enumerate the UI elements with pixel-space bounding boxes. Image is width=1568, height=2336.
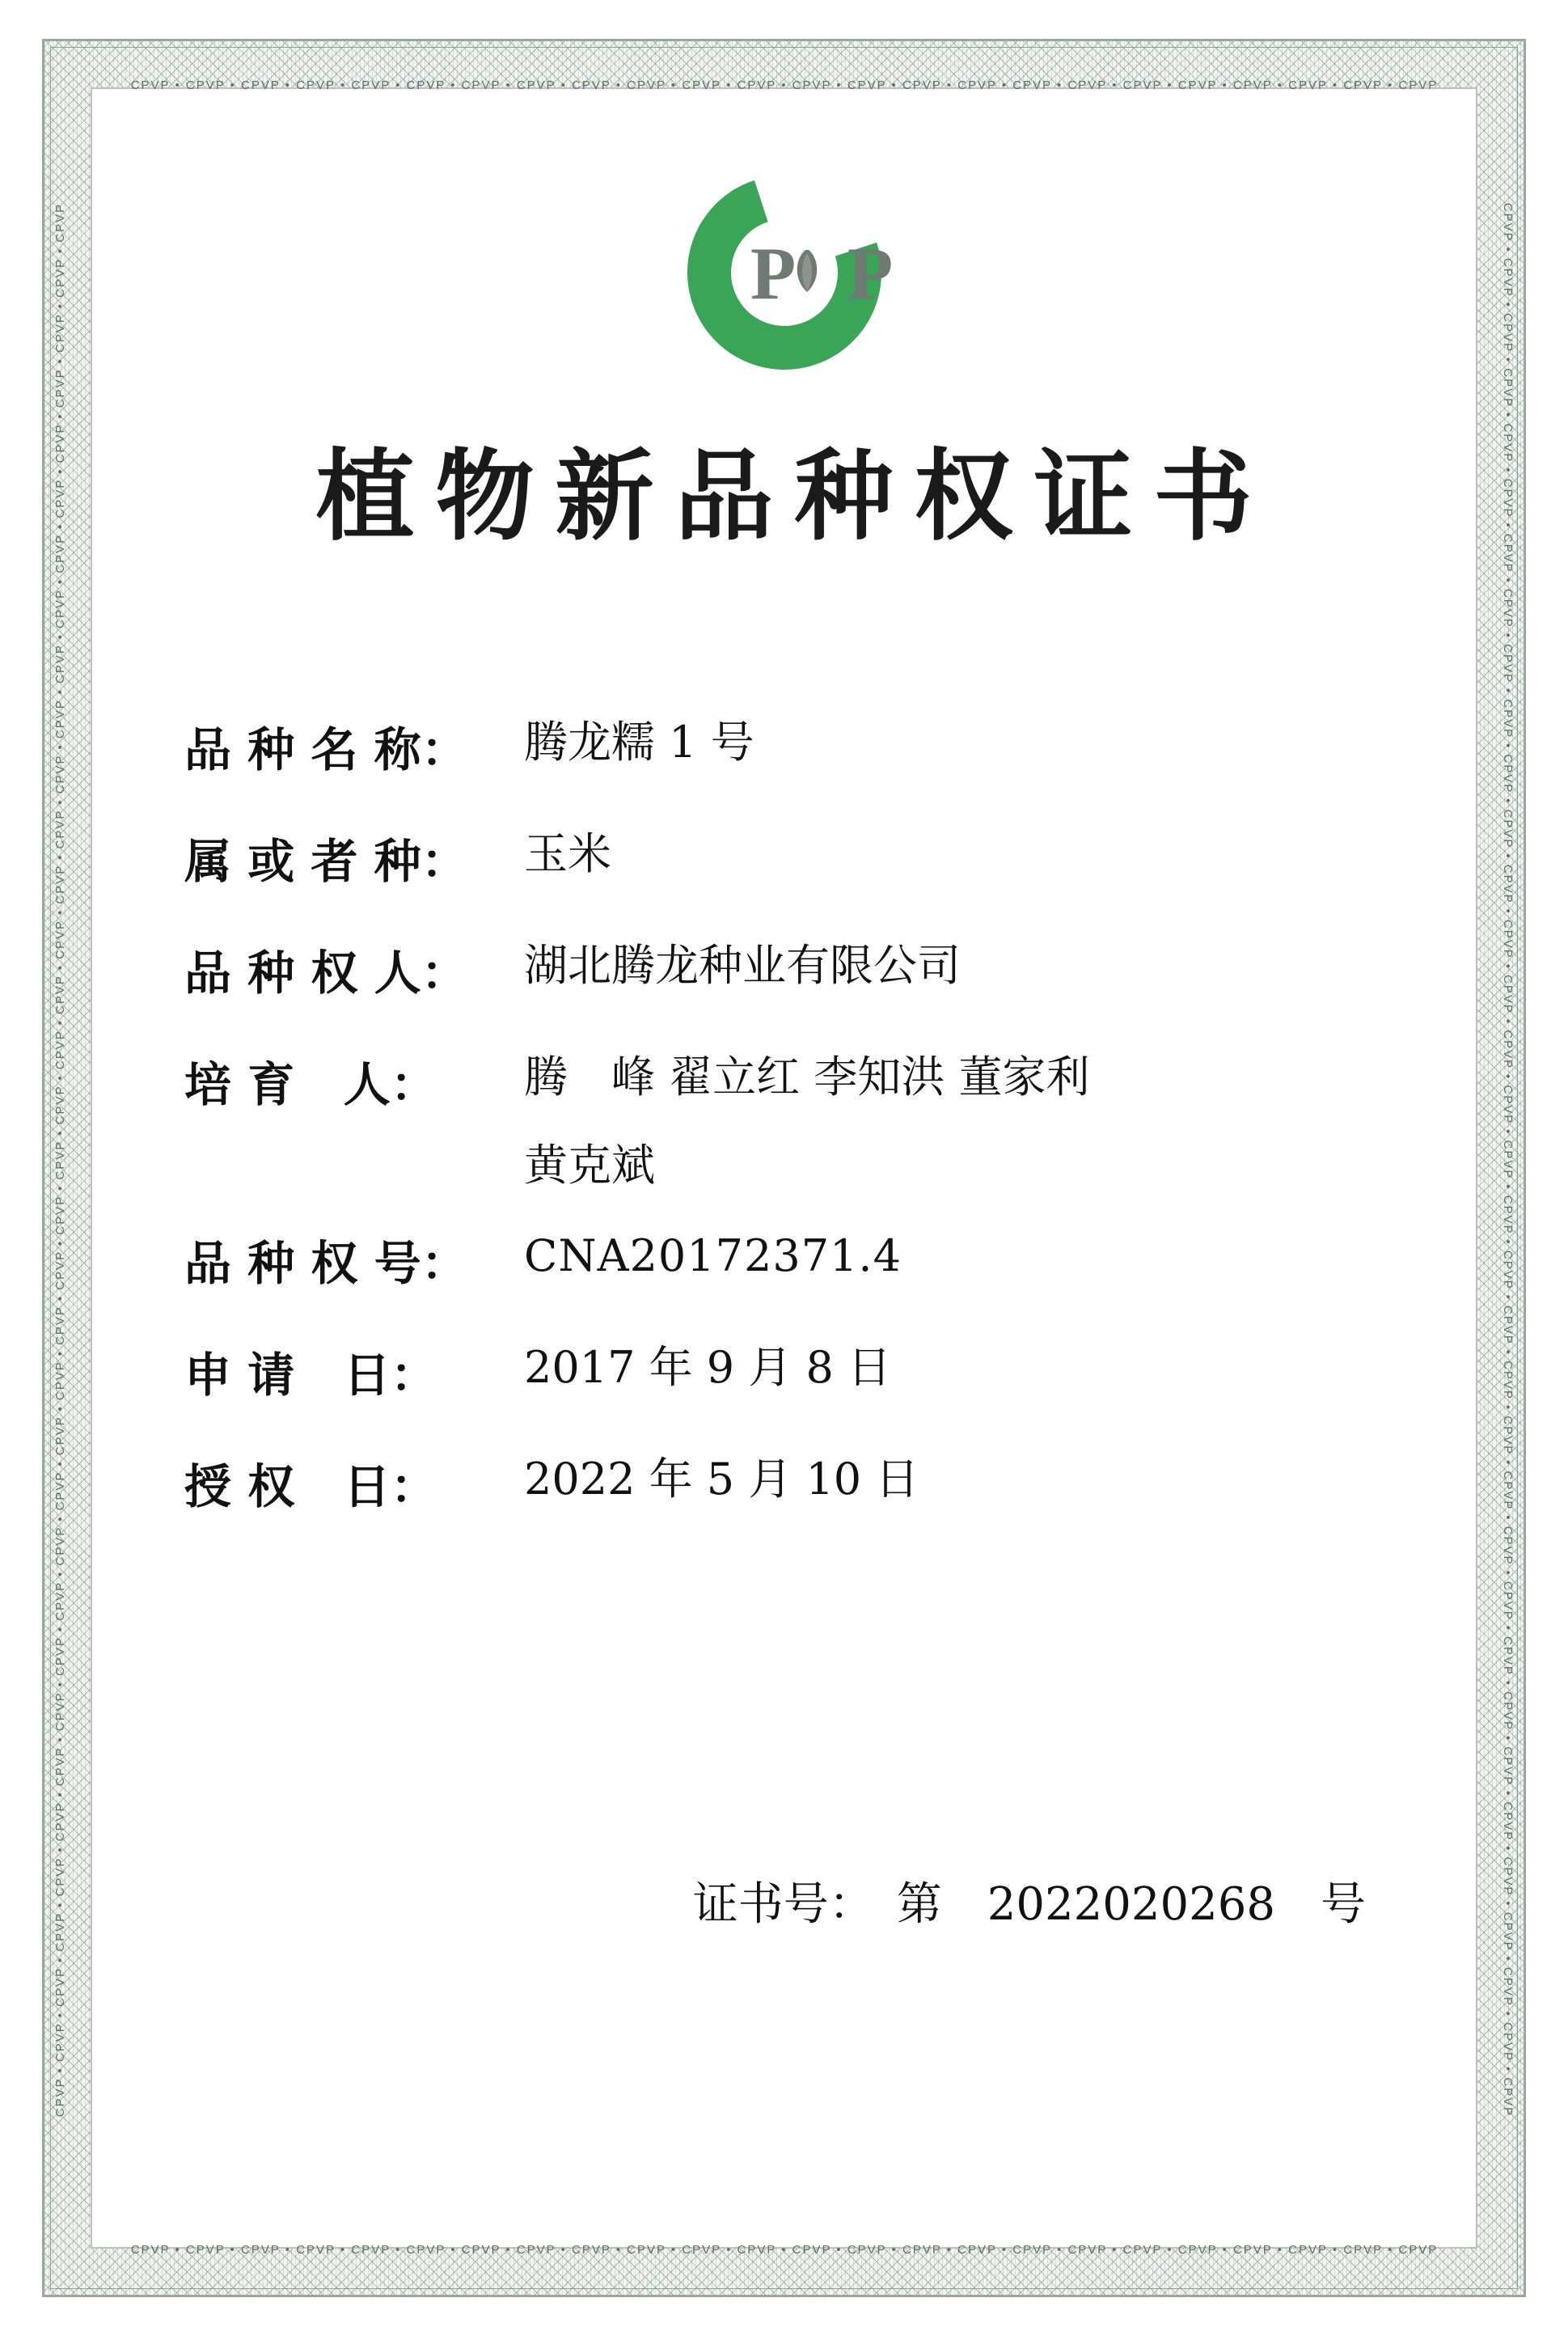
field-value-grant-date: 2022 年 5 月 10 日: [524, 1454, 919, 1504]
field-value-rights-number: CNA20172371.4: [524, 1230, 902, 1281]
field-value-genus-species: 玉米: [524, 828, 611, 879]
field-value-breeders: 腾 峰 翟立红 李知洪 董家利: [524, 1052, 1090, 1102]
micro-text-top: CPVP • CPVP • CPVP • CPVP • CPVP • CPVP • CPVP • CPVP • CPVP • CPVP • CPVP • CPVP • CPVP • CPVP • CPVP • CPVP • CPVP • CPVP • CPVP • CPVP • CPVP • CPVP • CPVP • CPVP: [130, 78, 1439, 92]
field-value-variety-name: 腾龙糯 1 号: [524, 717, 754, 768]
micro-text-left: CPVP • CPVP • CPVP • CPVP • CPVP • CPVP • CPVP • CPVP • CPVP • CPVP • CPVP • CPVP • CPVP • CPVP • CPVP • CPVP • CPVP • CPVP • CPVP • CPVP • CPVP • CPVP • CPVP • CPVP • CPVP • CPVP • CPVP • CPVP • CPVP • CPVP • CPVP • CPVP • CPVP • CPVP • CPVP: [53, 202, 67, 2118]
micro-text-right: CPVP • CPVP • CPVP • CPVP • CPVP • CPVP • CPVP • CPVP • CPVP • CPVP • CPVP • CPVP • CPVP • CPVP • CPVP • CPVP • CPVP • CPVP • CPVP • CPVP • CPVP • CPVP • CPVP • CPVP • CPVP • CPVP • CPVP • CPVP • CPVP • CPVP • CPVP • CPVP • CPVP • CPVP • CPVP: [1501, 202, 1515, 2118]
field-label-rights-holder: 品 种 权 人：: [184, 946, 468, 1001]
field-label-rights-number: 品 种 权 号：: [184, 1236, 468, 1291]
field-row-grant-date: [184, 1449, 1414, 1517]
field-row-rights-holder: [184, 935, 1414, 1003]
field-row-breeders: [184, 1047, 1414, 1115]
fields-list: [184, 712, 1414, 1560]
svg-text:P: P: [847, 232, 893, 315]
field-label-breeders: 培 育 人：: [184, 1057, 437, 1112]
field-value-breeders-line2: 黄克斌: [524, 1140, 655, 1191]
field-value-application-date: 2017 年 9 月 8 日: [524, 1342, 891, 1393]
field-label-grant-date: 授 权 日：: [184, 1459, 437, 1514]
svg-text:P: P: [750, 232, 796, 315]
logo-container: [0, 159, 1568, 401]
field-row-genus-species: [184, 823, 1414, 891]
page-title: 植物新品种权证书: [315, 438, 1274, 554]
certificate-number: 证书号： 第 2022020268 号: [692, 1878, 1366, 1931]
cpvp-logo-icon: [647, 163, 922, 397]
field-label-genus-species: 属 或 者 种：: [184, 834, 468, 889]
micro-text-bottom: CPVP • CPVP • CPVP • CPVP • CPVP • CPVP • CPVP • CPVP • CPVP • CPVP • CPVP • CPVP • CPVP • CPVP • CPVP • CPVP • CPVP • CPVP • CPVP • CPVP • CPVP • CPVP • CPVP • CPVP: [130, 2243, 1439, 2257]
field-row-variety-name: [184, 712, 1414, 780]
field-label-variety-name: 品 种 名 称：: [184, 722, 468, 777]
field-label-application-date: 申 请 日：: [184, 1348, 437, 1403]
field-value-rights-holder: 湖北腾龙种业有限公司: [524, 940, 961, 991]
field-row-application-date: [184, 1337, 1414, 1405]
field-row-rights-number: [184, 1225, 1414, 1293]
